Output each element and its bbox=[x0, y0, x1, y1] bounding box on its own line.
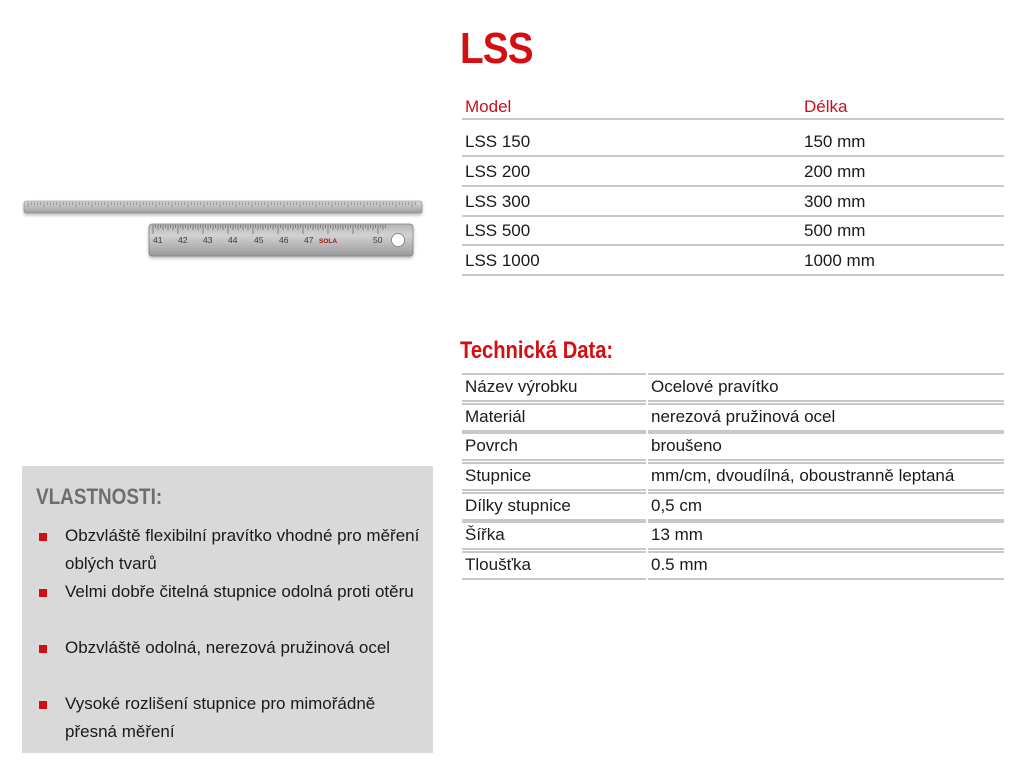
spec-label: Materiál bbox=[462, 403, 646, 430]
table-row bbox=[462, 403, 1004, 433]
spec-value: Ocelové pravítko bbox=[648, 373, 1004, 400]
spec-value: broušeno bbox=[648, 432, 1004, 459]
table-row bbox=[462, 462, 1004, 492]
length-cell: 150 mm bbox=[801, 128, 1004, 156]
spec-label: Název výrobku bbox=[462, 373, 646, 400]
model-cell: LSS 300 bbox=[462, 188, 801, 216]
list-item bbox=[36, 690, 421, 746]
scale-label: 45 bbox=[254, 235, 264, 245]
column-header-length: Délka bbox=[801, 92, 1004, 122]
feature-text: Obzvláště flexibilní pravítko vhodné pro měření oblých tvarů bbox=[65, 526, 420, 573]
length-cell: 200 mm bbox=[801, 158, 1004, 186]
scale-label: 41 bbox=[153, 235, 163, 245]
bullet-square-icon bbox=[39, 645, 47, 653]
scale-label: 43 bbox=[203, 235, 213, 245]
spec-value: 13 mm bbox=[648, 521, 1004, 548]
model-cell: LSS 150 bbox=[462, 128, 801, 156]
list-item bbox=[36, 522, 421, 578]
table-row bbox=[462, 217, 1004, 247]
features-list bbox=[36, 522, 421, 746]
features-title: VLASTNOSTI: bbox=[36, 484, 163, 509]
feature-text: Velmi dobře čitelná stupnice odolná proti otěru bbox=[65, 582, 414, 601]
table-row bbox=[462, 247, 1004, 277]
length-cell: 300 mm bbox=[801, 188, 1004, 216]
scale-label: 44 bbox=[228, 235, 238, 245]
spec-value: 0,5 cm bbox=[648, 492, 1004, 519]
ruler-product-image bbox=[22, 185, 427, 270]
thin-ruler bbox=[24, 201, 422, 213]
table-row bbox=[462, 158, 1004, 188]
technical-data-title: Technická Data: bbox=[460, 337, 614, 364]
bullet-square-icon bbox=[39, 589, 47, 597]
spec-label: Stupnice bbox=[462, 462, 646, 489]
product-title: LSS bbox=[460, 24, 533, 73]
list-item bbox=[36, 634, 421, 690]
table-row bbox=[462, 188, 1004, 218]
scale-label: 50 bbox=[373, 235, 383, 245]
spec-value: mm/cm, dvoudílná, oboustranně leptaná bbox=[648, 462, 1004, 489]
table-row bbox=[462, 521, 1004, 551]
table-row bbox=[462, 551, 1004, 581]
spec-label: Šířka bbox=[462, 521, 646, 548]
table-row bbox=[462, 128, 1004, 158]
spec-label: Tloušťka bbox=[462, 551, 646, 578]
length-cell: 500 mm bbox=[801, 217, 1004, 245]
spec-value: 0.5 mm bbox=[648, 551, 1004, 578]
spec-label: Povrch bbox=[462, 432, 646, 459]
scale-label: 42 bbox=[178, 235, 188, 245]
table-row bbox=[462, 373, 1004, 403]
sola-logo: SOLA bbox=[319, 238, 338, 245]
table-row bbox=[462, 492, 1004, 522]
table-row bbox=[462, 432, 1004, 462]
spec-value: nerezová pružinová ocel bbox=[648, 403, 1004, 430]
technical-data-table bbox=[462, 373, 1004, 581]
model-cell: LSS 200 bbox=[462, 158, 801, 186]
feature-text: Obzvláště odolná, nerezová pružinová ocel bbox=[65, 638, 391, 657]
bullet-square-icon bbox=[39, 533, 47, 541]
model-cell: LSS 500 bbox=[462, 217, 801, 245]
features-box bbox=[22, 466, 433, 753]
bullet-square-icon bbox=[39, 701, 47, 709]
scale-label: 47 bbox=[304, 235, 314, 245]
spec-label: Dílky stupnice bbox=[462, 492, 646, 519]
length-cell: 1000 mm bbox=[801, 247, 1004, 275]
list-item bbox=[36, 578, 421, 634]
models-table-header bbox=[462, 92, 1004, 128]
models-table bbox=[462, 92, 1004, 277]
wide-ruler bbox=[149, 224, 413, 256]
model-cell: LSS 1000 bbox=[462, 247, 801, 275]
feature-text: Vysoké rozlišení stupnice pro mimořádně přesná měření bbox=[65, 694, 376, 741]
scale-label: 46 bbox=[279, 235, 289, 245]
column-header-model: Model bbox=[462, 92, 801, 122]
